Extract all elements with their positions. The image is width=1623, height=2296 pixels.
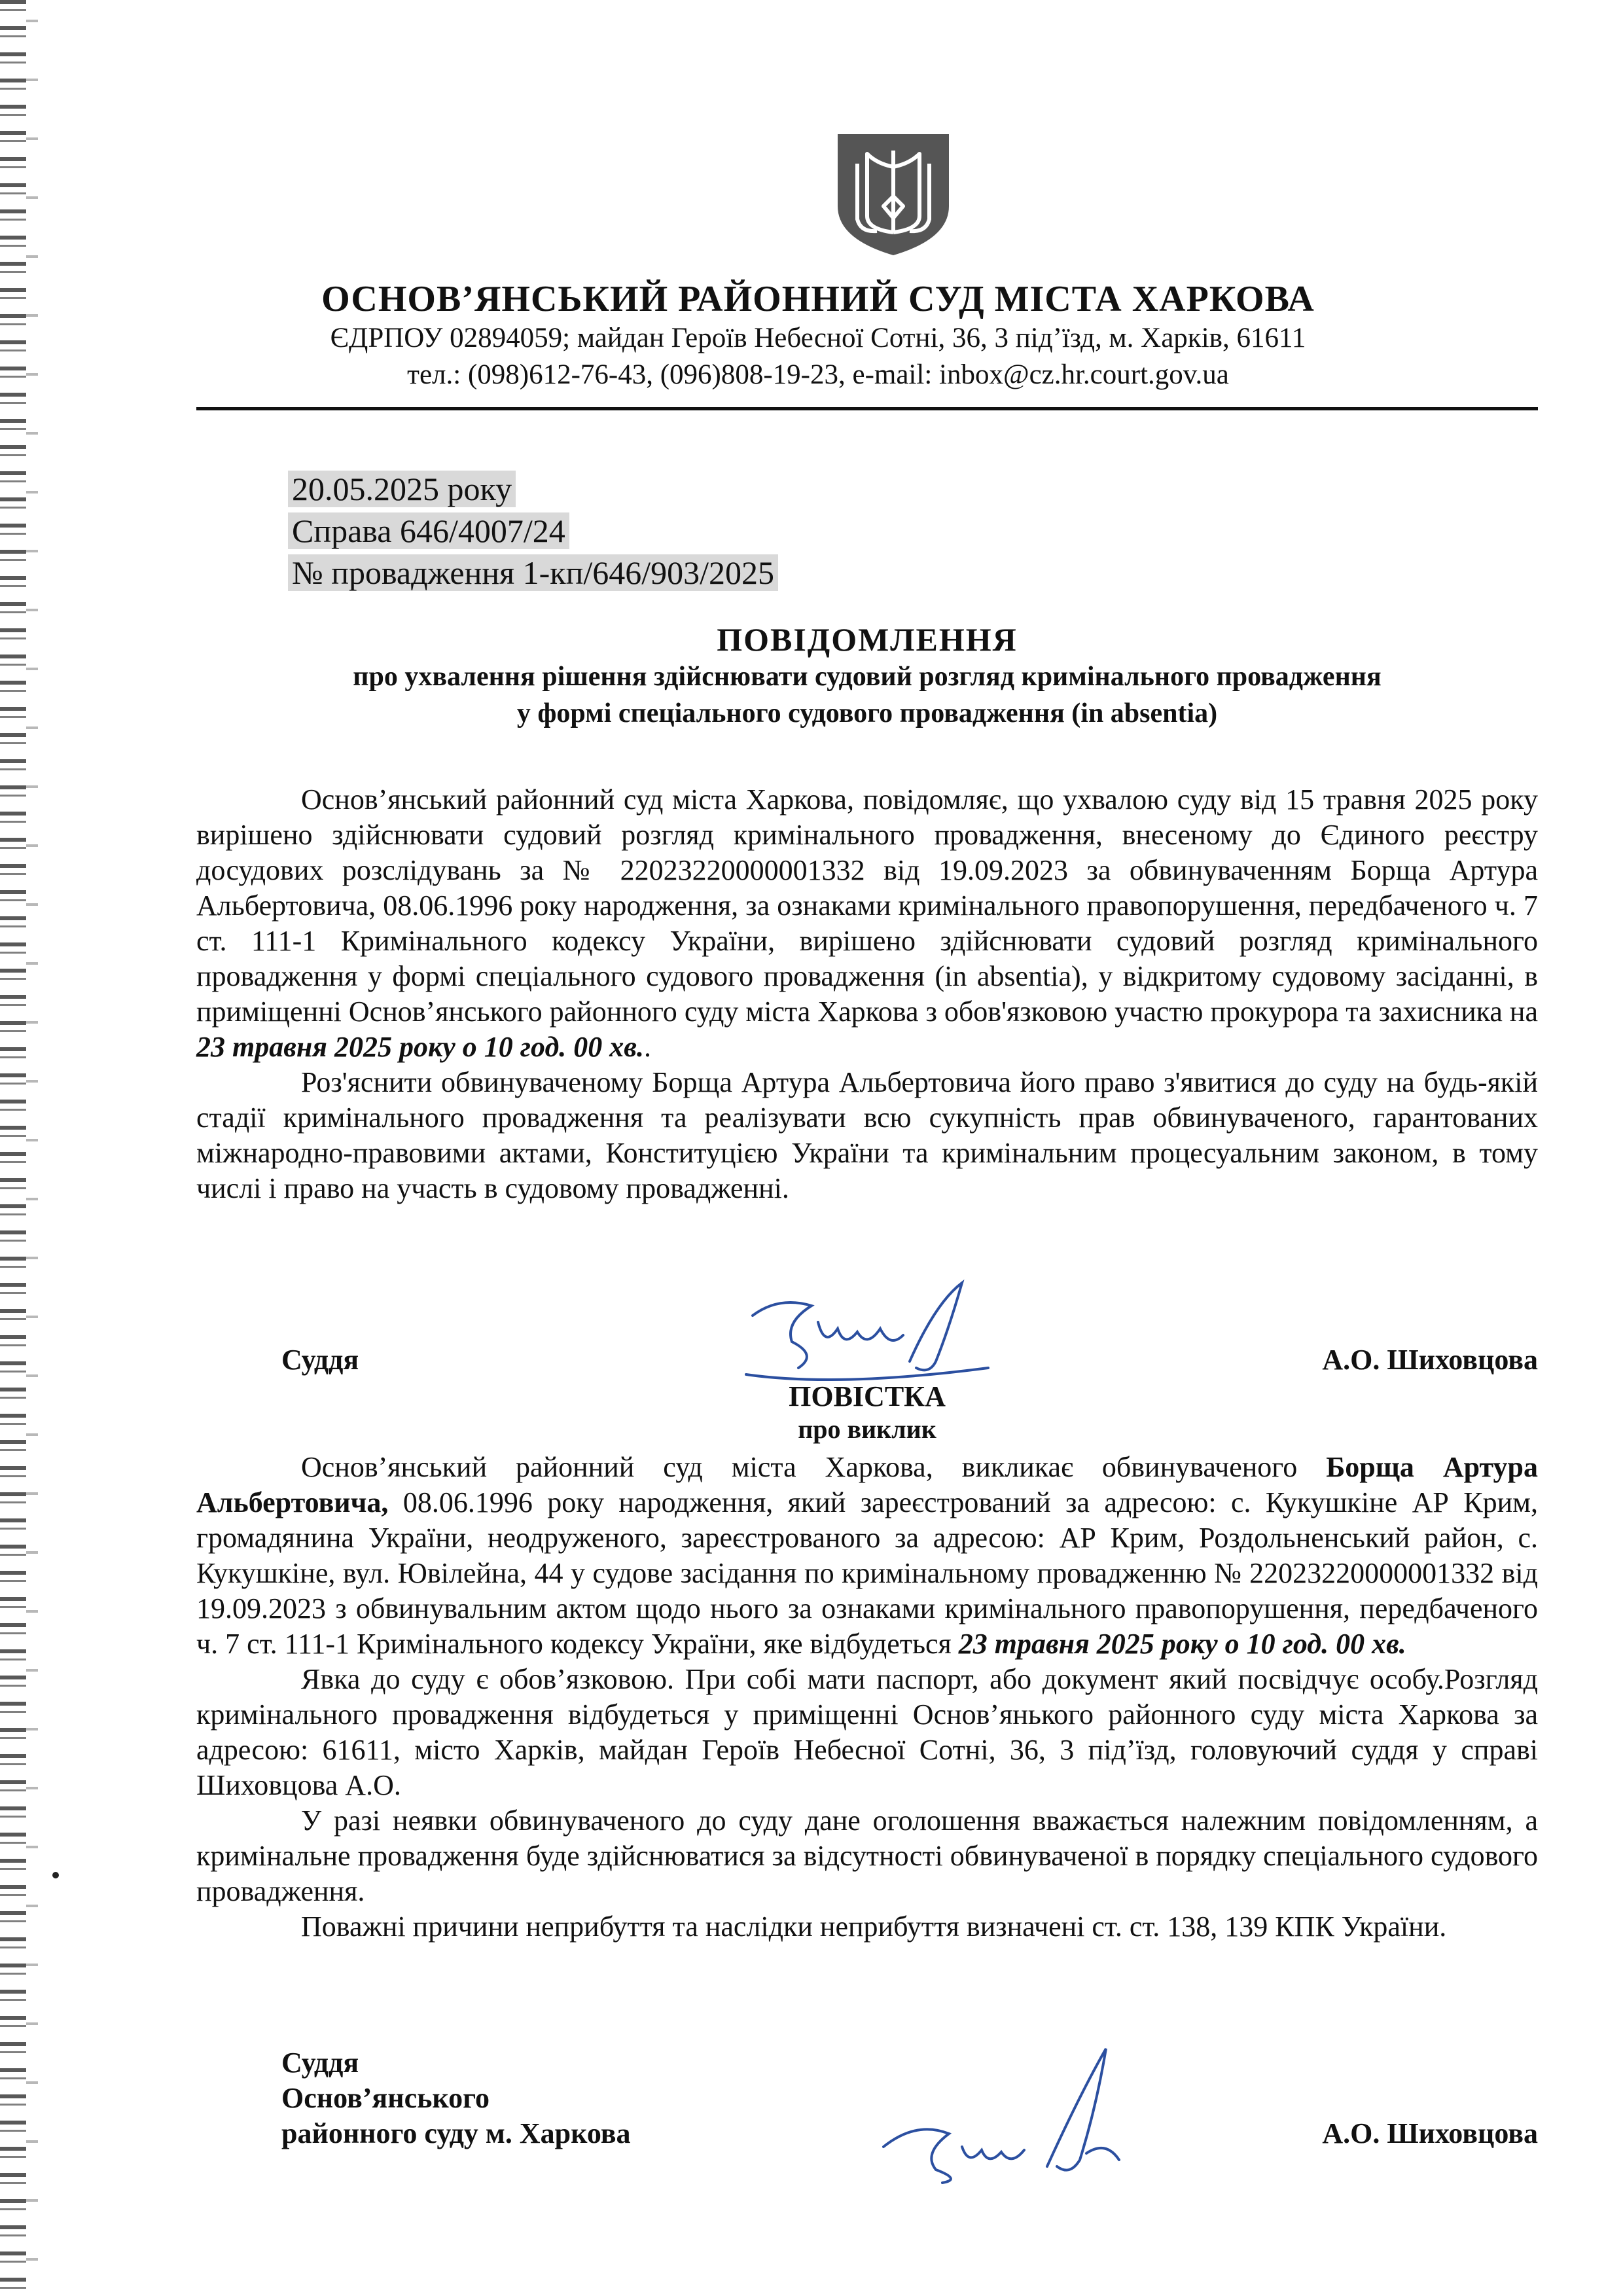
notice-paragraph-2: Роз'яснити обвинуваченому Борща Артура Альбертовича його право з'явитися до суду на будь-якій стадії кримінального провадження та реалізувати всю сукупність прав обвинуваченого, гарантованих міжнародно-правовими актами, Конституцією України та кримінальним процесуальним законом, в тому числі і право на участь в судовому провадженні. bbox=[196, 1066, 1538, 1204]
proceeding-number: № провадження 1-кп/646/903/2025 bbox=[288, 554, 778, 591]
document-date: 20.05.2025 року bbox=[288, 471, 516, 507]
scan-edge-artifact-2 bbox=[26, 0, 38, 2296]
hearing-datetime: 23 травня 2025 року о 10 год. 00 хв. bbox=[196, 1031, 644, 1063]
header-divider bbox=[196, 407, 1538, 410]
court-name: ОСНОВ’ЯНСЬКИЙ РАЙОННИЙ СУД МІСТА ХАРКОВА bbox=[321, 279, 1315, 319]
notice-title: ПОВІДОМЛЕННЯ bbox=[717, 621, 1018, 658]
summons-title: ПОВІСТКА bbox=[789, 1380, 946, 1412]
notice-heading bbox=[196, 620, 1538, 732]
court-header bbox=[196, 278, 1440, 393]
notice-paragraph-1: Основ’янський районний суд міста Харкова, повідомляє, що ухвалою суду від 15 травня 2025 року вирішено здійснювати судовий розгляд кримінального провадження, внесеному до Єдиного реєстру досудових розслідувань за № 22023220000001332 від 19.09.2023 за обвинуваченням Борща Артура Альбертовича, 08.06.1996 року народження, за ознаками кримінального правопорушення, передбаченого ч. 7 ст. 111-1 Кримінального кодексу України, вирішено здійснювати судовий розгляд кримінального провадження у формі спеціального судового провадження (in absentia), у відкритому судовому засіданні, в приміщенні Основ’янського районного суду міста Харкова з обов'язковою участю прокурора та захисника на 23 травня 2025 року о 10 год. 00 хв.. bbox=[196, 783, 1538, 1063]
case-number: Справа 646/4007/24 bbox=[288, 512, 569, 549]
notice-body bbox=[196, 782, 1538, 1206]
summons-judge-label-1: Суддя bbox=[281, 2047, 359, 2079]
document-meta bbox=[288, 468, 778, 594]
summons-paragraph-2: Явка до суду є обов’язковою. При собі мати паспорт, або документ який посвідчує особу.Розгляд кримінального провадження відбудеться у приміщенні Основ’янького районного суду міста Харкова за адресою: 61611, місто Харків, майдан Героїв Небесної Сотні, 36, 3 під’їзд, головуючий суддя у справі Шиховцова А.О. bbox=[196, 1663, 1538, 1801]
summons-paragraph-3: У разі неявки обвинуваченого до суду дане оголошення вважається належним повідомленням, а кримінальне провадження буде здійснюватися за відсутності обвинуваченої в порядку спеціального судового провадження. bbox=[196, 1804, 1538, 1907]
court-contacts: тел.: (098)612-76-43, (096)808-19-23, e-mail: inbox@cz.hr.court.gov.ua bbox=[407, 359, 1229, 391]
judge-label: Суддя bbox=[281, 1344, 359, 1376]
judge-name: А.О. Шиховцова bbox=[1322, 1344, 1538, 1376]
signature-2 bbox=[870, 2036, 1171, 2186]
notice-subtitle-1: про ухвалення рішення здійснювати судовий розгляд кримінального провадження bbox=[353, 662, 1382, 692]
coat-of-arms-icon bbox=[831, 128, 955, 259]
summons-paragraph-1: Основ’янський районний суд міста Харкова, викликає обвинуваченого Борща Артура Альбертовича, 08.06.1996 року народження, який зареєстрований за адресою: с. Кукушкіне АР Крим, громадянина України, неодруженого, зареєстрованого за адресою: АР Крим, Роздольненський район, с. Кукушкіне, вул. Ювілейна, 44 у судове засідання по кримінальному провадженню № 22023220000001332 від 19.09.2023 з обвинувальним актом щодо нього за ознаками кримінального правопорушення, передбаченого ч. 7 ст. 111-1 Кримінального кодексу України, яке відбудеться 23 травня 2025 року о 10 год. 00 хв. bbox=[196, 1451, 1538, 1660]
scan-edge-artifact bbox=[0, 0, 26, 2296]
summons-paragraph-4: Поважні причини неприбуття та наслідки неприбуття визначені ст. ст. 138, 139 КПК України. bbox=[301, 1910, 1447, 1943]
summons-judge-label-3: районного суду м. Харкова bbox=[281, 2117, 631, 2149]
court-address: ЄДРПОУ 02894059; майдан Героїв Небесної Сотні, 36, 3 під’їзд, м. Харків, 61611 bbox=[330, 323, 1306, 354]
summons-judge-label-2: Основ’янського bbox=[281, 2082, 490, 2114]
summons-subtitle: про виклик bbox=[798, 1414, 936, 1444]
summons-judge-name: А.О. Шиховцова bbox=[1322, 2117, 1538, 2149]
defendant-name: Борща Артура Альбертовича, bbox=[196, 1451, 1538, 1518]
summons-body bbox=[196, 1450, 1538, 1945]
notice-subtitle-2: у формі спеціального судового провадження (in absentia) bbox=[516, 698, 1218, 728]
summons-datetime: 23 травня 2025 року о 10 год. 00 хв. bbox=[958, 1628, 1406, 1660]
scan-dot bbox=[52, 1872, 59, 1878]
